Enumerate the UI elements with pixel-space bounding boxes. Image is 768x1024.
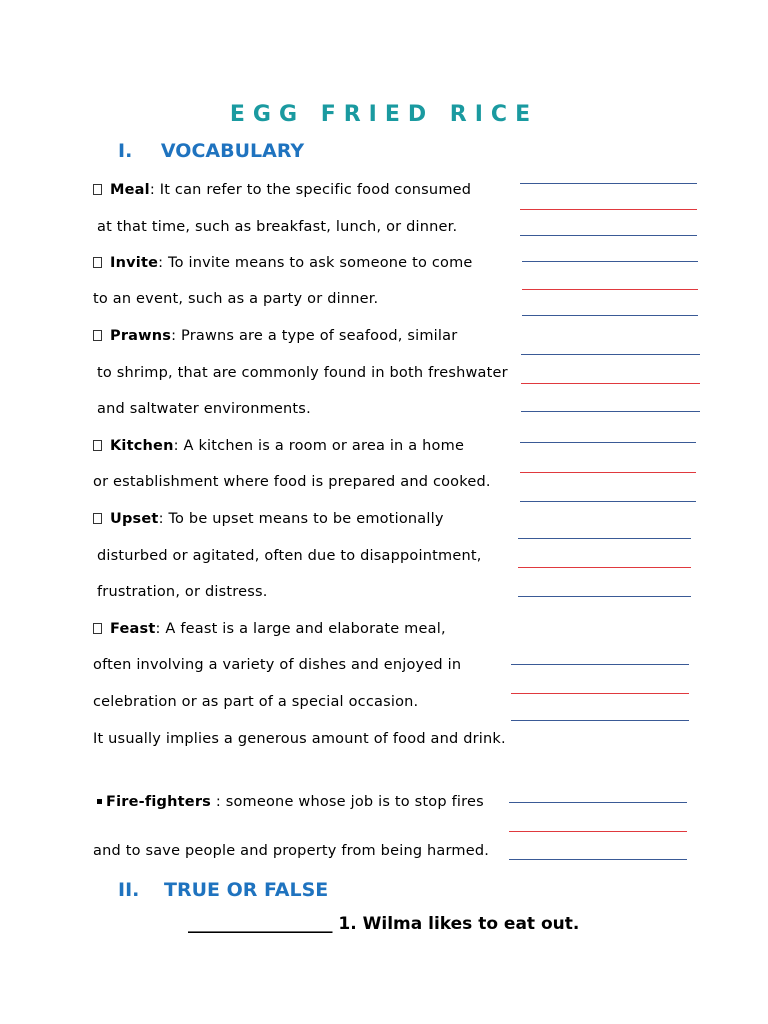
- vocab-definition: : To be upset means to be emotionally: [158, 511, 444, 527]
- writing-line: [509, 802, 687, 803]
- vocab-definition: : It can refer to the specific food consumed: [149, 182, 472, 198]
- section-heading-vocabulary: [118, 140, 304, 162]
- square-bullet-icon: [93, 330, 102, 341]
- writing-line: [522, 315, 698, 316]
- section-label: TRUE OR FALSE: [163, 879, 329, 901]
- vocab-definition-line: It usually implies a generous amount of food and drink.: [93, 731, 506, 747]
- writing-line: [520, 442, 696, 443]
- vocab-definition-line: and to save people and property from being harmed.: [93, 843, 490, 859]
- square-bullet-icon: [93, 184, 102, 195]
- vocab-meal: [93, 182, 471, 198]
- vocab-upset: [93, 511, 444, 527]
- vocab-definition: : A kitchen is a room or area in a home: [173, 438, 465, 454]
- vocab-definition: : Prawns are a type of seafood, similar: [171, 328, 458, 344]
- vocab-invite: [93, 255, 473, 271]
- square-bullet-icon: [93, 513, 102, 524]
- writing-line: [518, 596, 691, 597]
- vocab-definition-line: and saltwater environments.: [97, 401, 311, 417]
- section-label: VOCABULARY: [160, 140, 305, 162]
- section-heading-true-or-false: [118, 879, 328, 901]
- writing-line: [511, 693, 689, 694]
- writing-line: [520, 472, 696, 473]
- square-bullet-icon: [93, 623, 102, 634]
- square-bullet-icon: [93, 440, 102, 451]
- vocab-definition-line: frustration, or distress.: [97, 584, 268, 600]
- answer-blank[interactable]: _________________: [188, 914, 333, 934]
- vocab-definition-line: to an event, such as a party or dinner.: [93, 291, 379, 307]
- vocab-term: Feast: [110, 621, 156, 637]
- writing-line: [521, 354, 700, 355]
- vocab-firefighters: [97, 794, 484, 810]
- question-1: [188, 914, 579, 934]
- writing-line: [518, 538, 691, 539]
- writing-line: [521, 411, 700, 412]
- writing-line: [520, 235, 697, 236]
- vocab-definition-line: or establishment where food is prepared and cooked.: [93, 474, 491, 490]
- writing-line: [520, 209, 697, 210]
- square-bullet-icon: [93, 257, 102, 268]
- vocab-kitchen: [93, 438, 464, 454]
- vocab-term: Fire-fighters: [106, 794, 212, 810]
- section-number: I.: [118, 140, 133, 162]
- writing-line: [520, 183, 697, 184]
- vocab-feast: [93, 621, 446, 637]
- writing-line: [520, 501, 696, 502]
- writing-line: [509, 859, 687, 860]
- writing-line: [522, 289, 698, 290]
- writing-line: [511, 720, 689, 721]
- writing-line: [522, 261, 698, 262]
- vocab-definition: : someone whose job is to stop fires: [211, 794, 484, 810]
- vocab-definition-line: celebration or as part of a special occasion.: [93, 694, 419, 710]
- writing-line: [518, 567, 691, 568]
- vocab-definition: : A feast is a large and elaborate meal,: [155, 621, 446, 637]
- vocab-term: Upset: [110, 511, 159, 527]
- vocab-definition: : To invite means to ask someone to come: [158, 255, 473, 271]
- vocab-term: Meal: [110, 182, 150, 198]
- vocab-prawns: [93, 328, 457, 344]
- vocab-definition-line: to shrimp, that are commonly found in both freshwater: [97, 365, 508, 381]
- vocab-term: Prawns: [110, 328, 172, 344]
- square-bullet-icon: [97, 799, 102, 804]
- writing-line: [509, 831, 687, 832]
- vocab-definition-line: at that time, such as breakfast, lunch, or dinner.: [97, 219, 458, 235]
- vocab-term: Invite: [110, 255, 159, 271]
- question-text: 1. Wilma likes to eat out.: [332, 914, 580, 934]
- writing-line: [511, 664, 689, 665]
- vocab-definition-line: often involving a variety of dishes and enjoyed in: [93, 657, 462, 673]
- page-title: EGG FRIED RICE: [229, 102, 539, 127]
- vocab-term: Kitchen: [110, 438, 174, 454]
- vocab-definition-line: disturbed or agitated, often due to disappointment,: [97, 548, 482, 564]
- section-number: II.: [118, 879, 140, 901]
- writing-line: [521, 383, 700, 384]
